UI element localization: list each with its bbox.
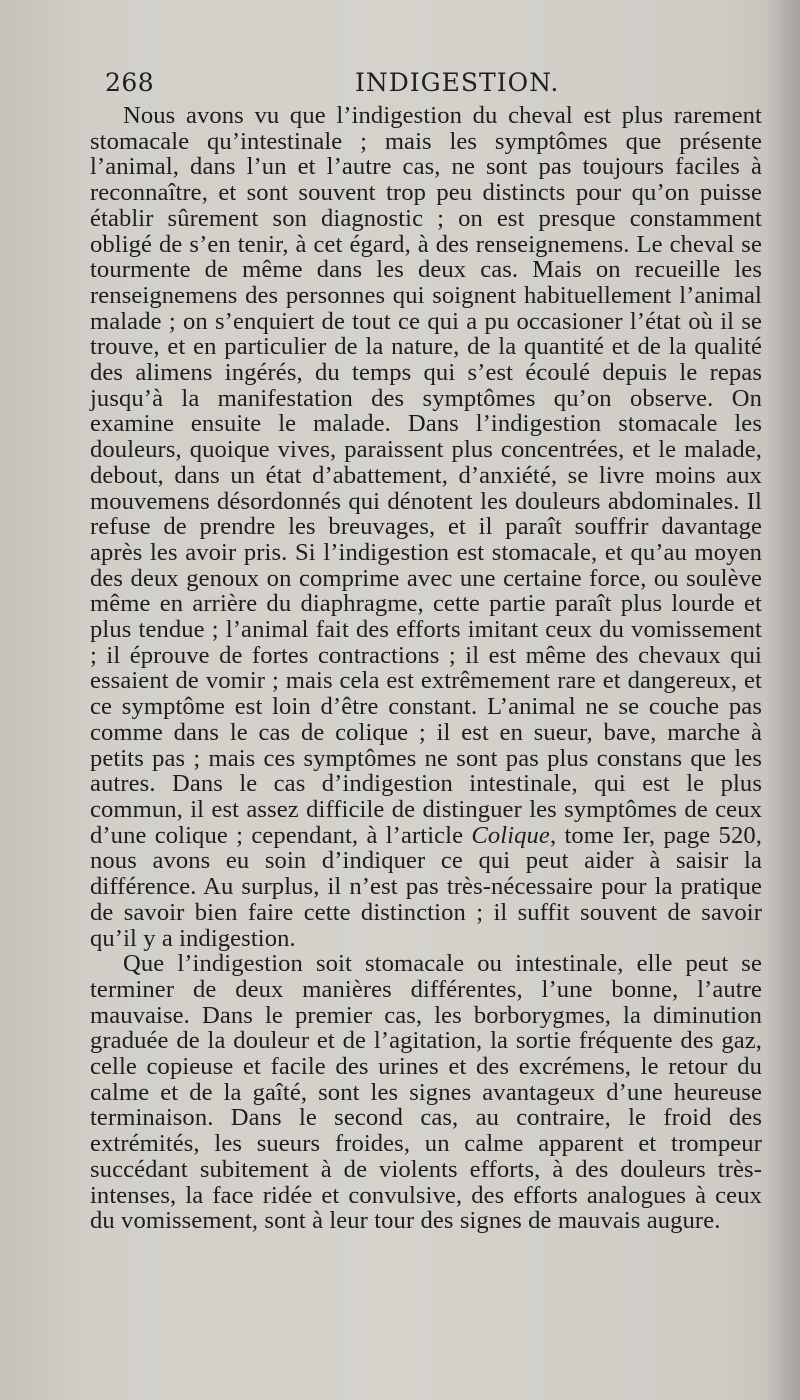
body-text <box>90 103 762 1234</box>
italic-reference-colique: Colique <box>471 821 550 849</box>
page-number: 268 <box>105 68 155 97</box>
page-header <box>105 68 750 102</box>
running-title: INDIGESTION. <box>355 68 560 97</box>
page-edge-shadow <box>766 0 800 1400</box>
paragraph-2: Que l’indigestion soit stomacale ou intestinale, elle peut se terminer de deux manières différentes, l’une bonne, l’autre mauvaise. Dans le premier cas, les borborygmes, la diminution graduée de la douleur et de l’agitation, la sortie fréquente des gaz, celle copieuse et facile des urines et des excrémens, le retour du calme et de la gaîté, sont les signes avantageux d’une heureuse terminaison. Dans le second cas, au contraire, le froid des extrémités, les sueurs froides, un calme apparent et trompeur succédant subitement à de violents efforts, à des douleurs très-intenses, la face ridée et convulsive, des efforts analogues à ceux du vomissement, sont à leur tour des signes de mauvais augure. <box>90 950 762 1235</box>
paragraph-1 <box>90 103 762 951</box>
paragraph-1-text-end: , tome Ier, page 520, nous avons eu soin d’indiquer ce qui peut aider à saisir la différence. Au surplus, il n’est pas très-nécessaire pour la pratique de savoir bien faire cette distinction ; il suffit souvent de savoir qu’il y a indigestion. <box>90 821 762 952</box>
paragraph-1-text-start: Nous avons vu que l’indigestion du cheval est plus rarement stomacale qu’intestinale ; mais les symptômes que présente l’animal, dans l’un et l’autre cas, ne sont pas toujours faciles à reconnaître, et sont souvent trop peu distincts pour qu’on puisse établir sûrement son diagnostic ; on est presque constamment obligé de s’en tenir, à cet égard, à des renseignemens. Le cheval se tourmente de même dans les deux cas. Mais on recueille les renseignemens des personnes qui soignent habituellement l’animal malade ; on s’enquiert de tout ce qui a pu occasioner l’état où il se trouve, et en particulier de la nature, de la quantité et de la qualité des alimens ingérés, du temps qui s’est écoulé depuis le repas jusqu’à la manifestation des symptômes qu’on observe. On examine ensuite le malade. Dans l’indigestion stomacale les douleurs, quoique vives, paraissent plus concentrées, et le malade, debout, dans un état d’abattement, d’anxiété, se livre moins aux mouvemens désordonnés qui dénotent les douleurs abdominales. Il refuse de prendre les breuvages, et il paraît souffrir davantage après les avoir pris. Si l’indigestion est stomacale, et qu’au moyen des deux genoux on comprime avec une certaine force, ou soulève même en arrière du diaphragme, cette partie paraît plus lourde et plus tendue ; l’animal fait des efforts imitant ceux du vomissement ; il éprouve de fortes contractions ; il est même des chevaux qui essaient de vomir ; mais cela est extrêmement rare et dangereux, et ce symptôme est loin d’être constant. L’animal ne se couche pas comme dans le cas de colique ; il est en sueur, bave, marche à petits pas ; mais ces symptômes ne sont pas plus constans que les autres. Dans le cas d’indigestion intestinale, qui est le plus commun, il est assez difficile de distinguer les symptômes de ceux d’une colique ; cependant, à l’article <box>90 102 762 849</box>
